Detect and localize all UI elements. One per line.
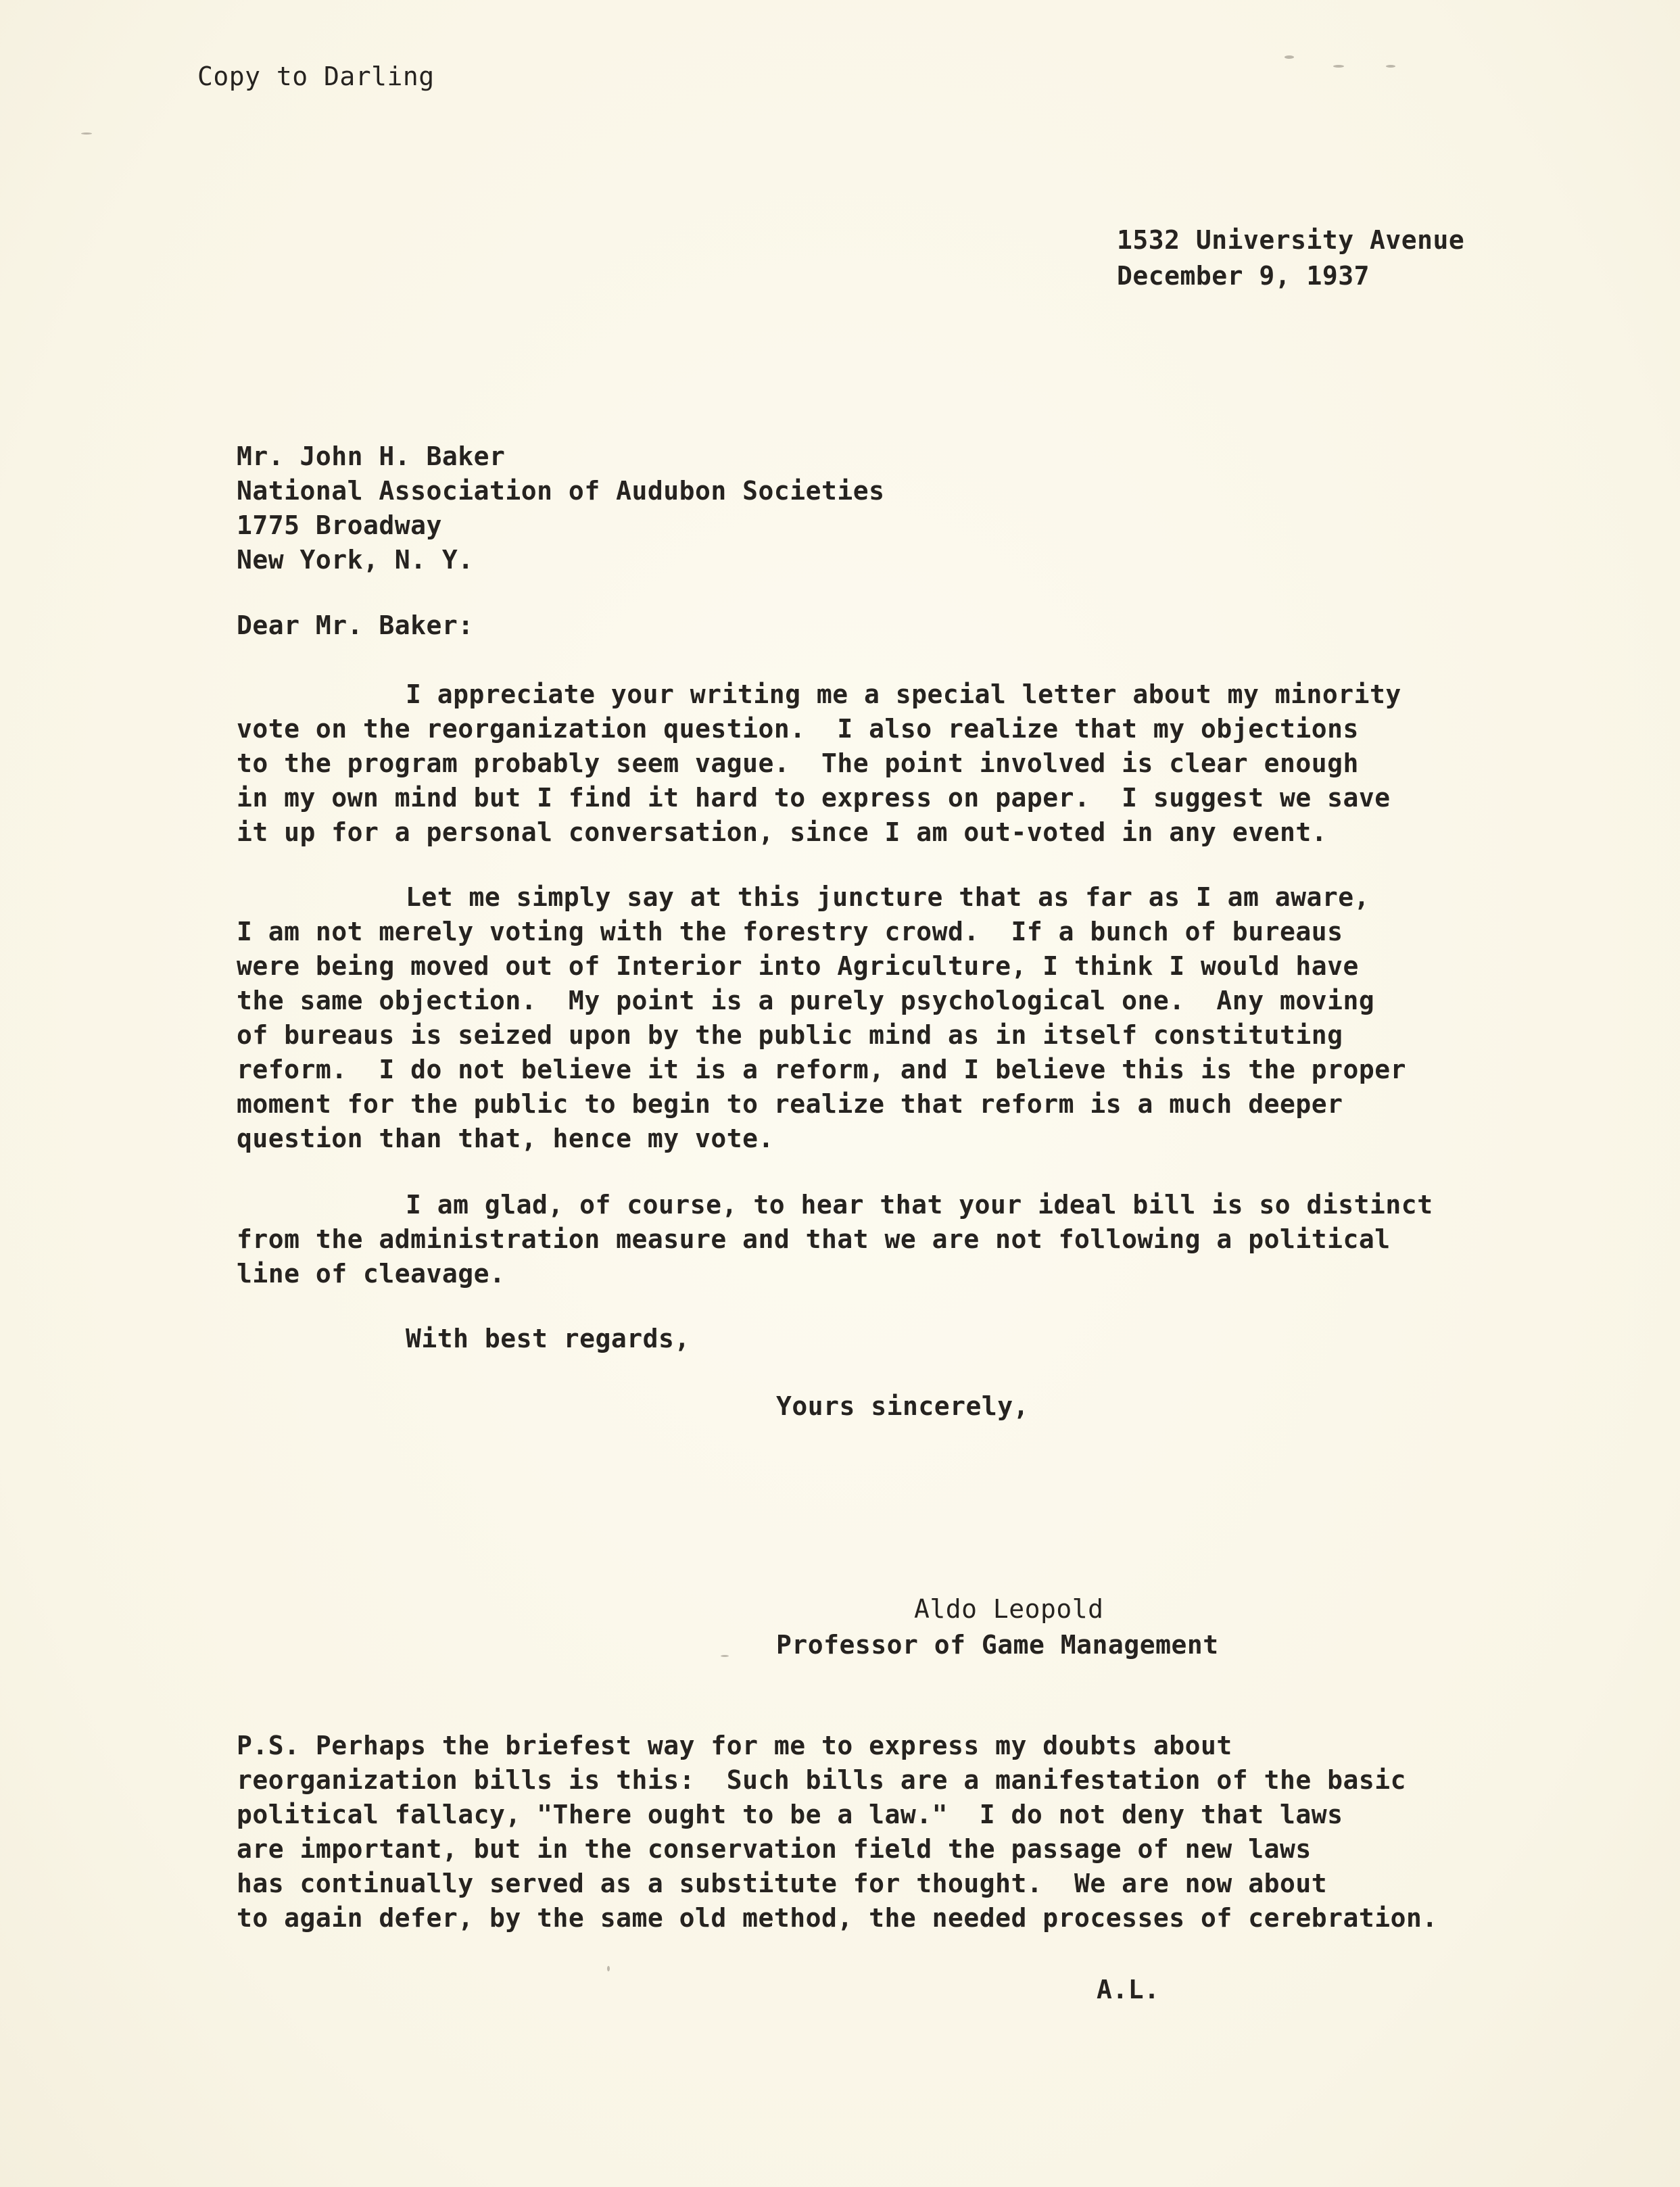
paragraph-line: it up for a personal conversation, since I am out-voted in any event. (237, 817, 1328, 847)
postscript-line: to again defer, by the same old method, the needed processes of cerebration. (237, 1903, 1438, 1933)
paragraph-line: of bureaus is seized upon by the public mind as in itself constituting (237, 1020, 1343, 1050)
copy-note: Copy to Darling (197, 62, 435, 91)
paragraph-line: line of cleavage. (237, 1259, 506, 1289)
closing: Yours sincerely, (776, 1391, 1030, 1421)
postscript-line: reorganization bills is this: Such bills are a manifestation of the basic (237, 1765, 1406, 1795)
postscript-line: are important, but in the conservation field the passage of new laws (237, 1834, 1312, 1864)
ink-speck (721, 1655, 729, 1657)
recipient-city: New York, N. Y. (237, 545, 474, 575)
recipient-name: Mr. John H. Baker (237, 441, 506, 471)
paragraph-line: Let me simply say at this juncture that as far as I am aware, (406, 882, 1370, 912)
postscript-line: has continually served as a substitute for thought. We are now about (237, 1869, 1328, 1898)
paragraph-line: to the program probably seem vague. The point involved is clear enough (237, 748, 1359, 778)
signature-title: Professor of Game Management (776, 1630, 1219, 1660)
paragraph-line: moment for the public to begin to realize that reform is a much deeper (237, 1089, 1343, 1119)
paragraph-line: the same objection. My point is a purely psychological one. Any moving (237, 986, 1375, 1015)
recipient-street: 1775 Broadway (237, 510, 442, 540)
body-paragraph-3 (237, 1188, 1433, 1291)
signature-name: Aldo Leopold (914, 1594, 1104, 1624)
ink-speck (1285, 55, 1294, 59)
sender-street: 1532 University Avenue (1117, 225, 1465, 255)
initials: A.L. (1097, 1975, 1160, 2004)
paragraph-line: vote on the reorganization question. I also realize that my objections (237, 714, 1359, 744)
ink-speck (607, 1966, 610, 1971)
regards: With best regards, (406, 1324, 690, 1353)
letter-date: December 9, 1937 (1117, 261, 1370, 291)
paragraph-line: I appreciate your writing me a special letter about my minority (406, 679, 1401, 709)
paragraph-line: from the administration measure and that we are not following a political (237, 1224, 1391, 1254)
paragraph-line: question than that, hence my vote. (237, 1124, 774, 1153)
paragraph-line: I am glad, of course, to hear that your ideal bill is so distinct (406, 1190, 1433, 1220)
postscript-line: P.S. Perhaps the briefest way for me to express my doubts about (237, 1731, 1232, 1760)
salutation: Dear Mr. Baker: (237, 610, 474, 640)
body-paragraph-1 (237, 677, 1401, 850)
ink-speck (1386, 65, 1395, 68)
ink-speck (1333, 65, 1344, 68)
recipient-organization: National Association of Audubon Societies (237, 476, 885, 506)
paragraph-line: were being moved out of Interior into Agriculture, I think I would have (237, 951, 1359, 981)
paragraph-line: I am not merely voting with the forestry crowd. If a bunch of bureaus (237, 917, 1343, 946)
paragraph-line: reform. I do not believe it is a reform, and I believe this is the proper (237, 1055, 1406, 1084)
recipient-address (237, 439, 885, 577)
ink-speck (81, 133, 92, 135)
body-paragraph-2 (237, 880, 1406, 1156)
postscript-line: political fallacy, "There ought to be a law." I do not deny that laws (237, 1800, 1343, 1829)
postscript (237, 1729, 1438, 1936)
paragraph-line: in my own mind but I find it hard to express on paper. I suggest we save (237, 783, 1391, 813)
